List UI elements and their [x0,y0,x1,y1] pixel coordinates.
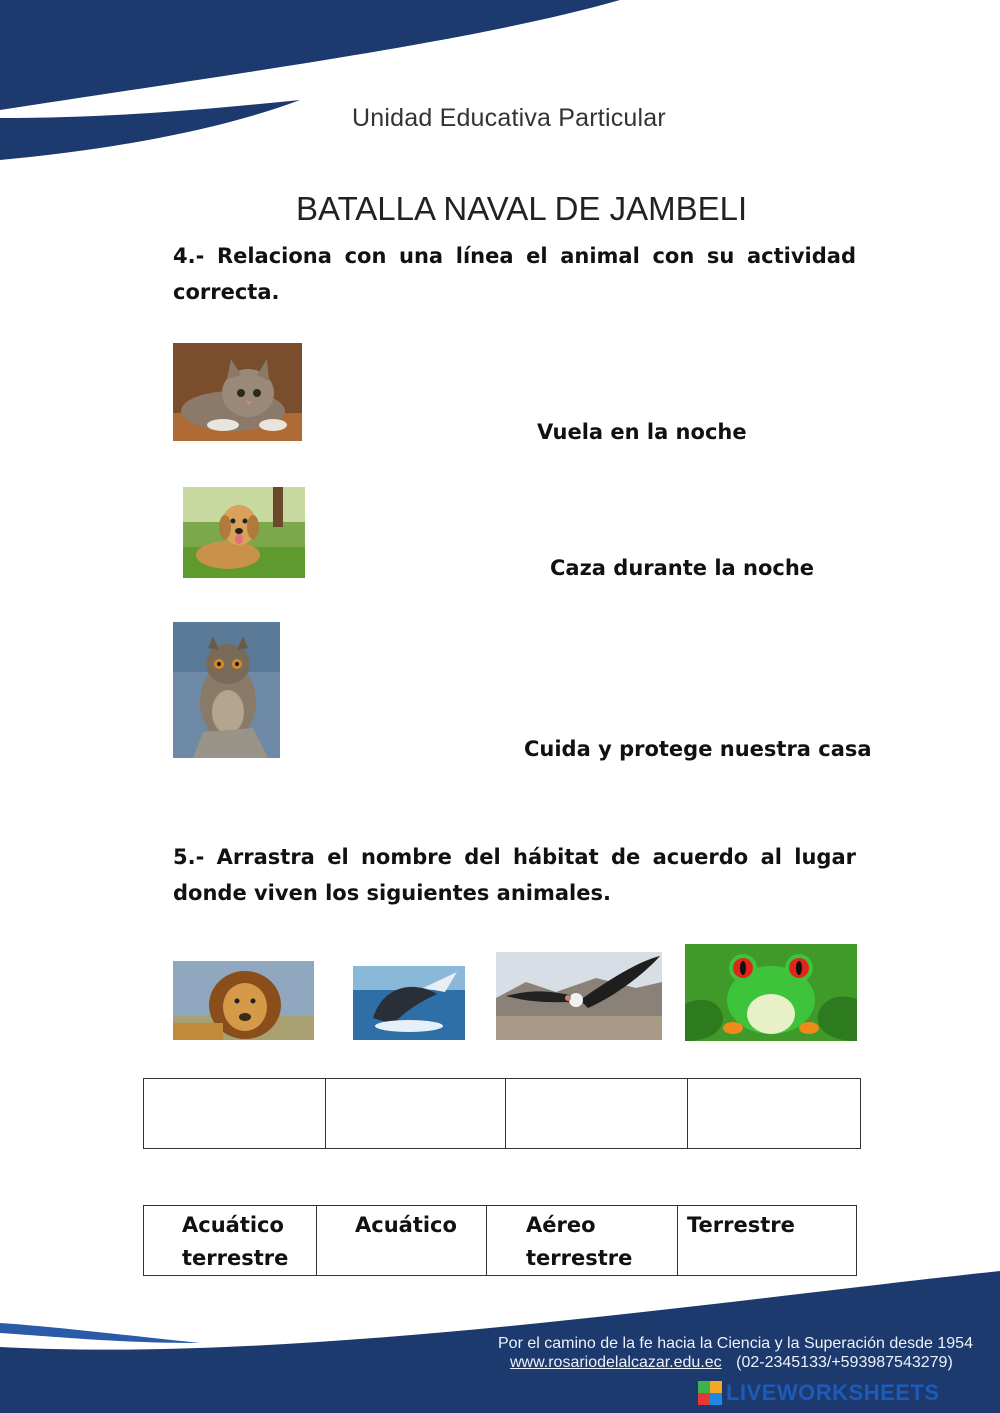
condor-image [496,952,662,1040]
activity-caza[interactable]: Caza durante la noche [550,556,815,580]
footer-contact [510,1354,953,1372]
activity-cuida[interactable]: Cuida y protege nuestra casa [524,737,872,761]
footer-website-link[interactable]: www.rosariodelalcazar.edu.ec [510,1354,722,1371]
school-name: Unidad Educativa Particular [352,104,666,132]
frog-image [685,944,857,1041]
cat-image [173,343,302,441]
answer-box-condor[interactable] [506,1079,688,1149]
owl-image [173,622,280,758]
answer-box-frog[interactable] [688,1079,861,1149]
frog-photo [685,944,857,1041]
activity-vuela[interactable]: Vuela en la noche [537,420,747,444]
cat-photo[interactable] [173,343,302,441]
answer-table [143,1078,861,1149]
dog-image [183,487,305,578]
word-acuatico-terrestre[interactable]: Acuático terrestre [144,1206,317,1276]
whale-image [353,966,465,1040]
liveworksheets-label: LIVEWORKSHEETS [726,1380,940,1405]
word-terrestre[interactable]: Terrestre [678,1206,857,1276]
lion-photo [173,961,314,1040]
liveworksheets-logo[interactable] [698,1380,940,1406]
header-wave [0,0,1000,170]
whale-photo [353,966,465,1040]
answer-box-whale[interactable] [326,1079,506,1149]
worksheet-title: BATALLA NAVAL DE JAMBELI [296,190,748,227]
liveworksheets-icon [698,1381,722,1405]
word-acuatico[interactable]: Acuático [317,1206,487,1276]
dog-photo[interactable] [183,487,305,578]
lion-image [173,961,314,1040]
word-aereo-terrestre[interactable]: Aéreo terrestre [487,1206,678,1276]
answer-box-lion[interactable] [144,1079,326,1149]
condor-photo [496,952,662,1040]
footer-phones: (02-2345133/+593987543279) [736,1354,953,1371]
question-4-prompt: 4.- Relaciona con una línea el animal con su actividad correcta. [173,244,856,304]
question-5-prompt: 5.- Arrastra el nombre del hábitat de acuerdo al lugar donde viven los siguientes animales. [173,845,856,905]
owl-photo[interactable] [173,622,280,758]
footer-motto: Por el camino de la fe hacia la Ciencia y la Superación desde 1954 [498,1335,973,1352]
